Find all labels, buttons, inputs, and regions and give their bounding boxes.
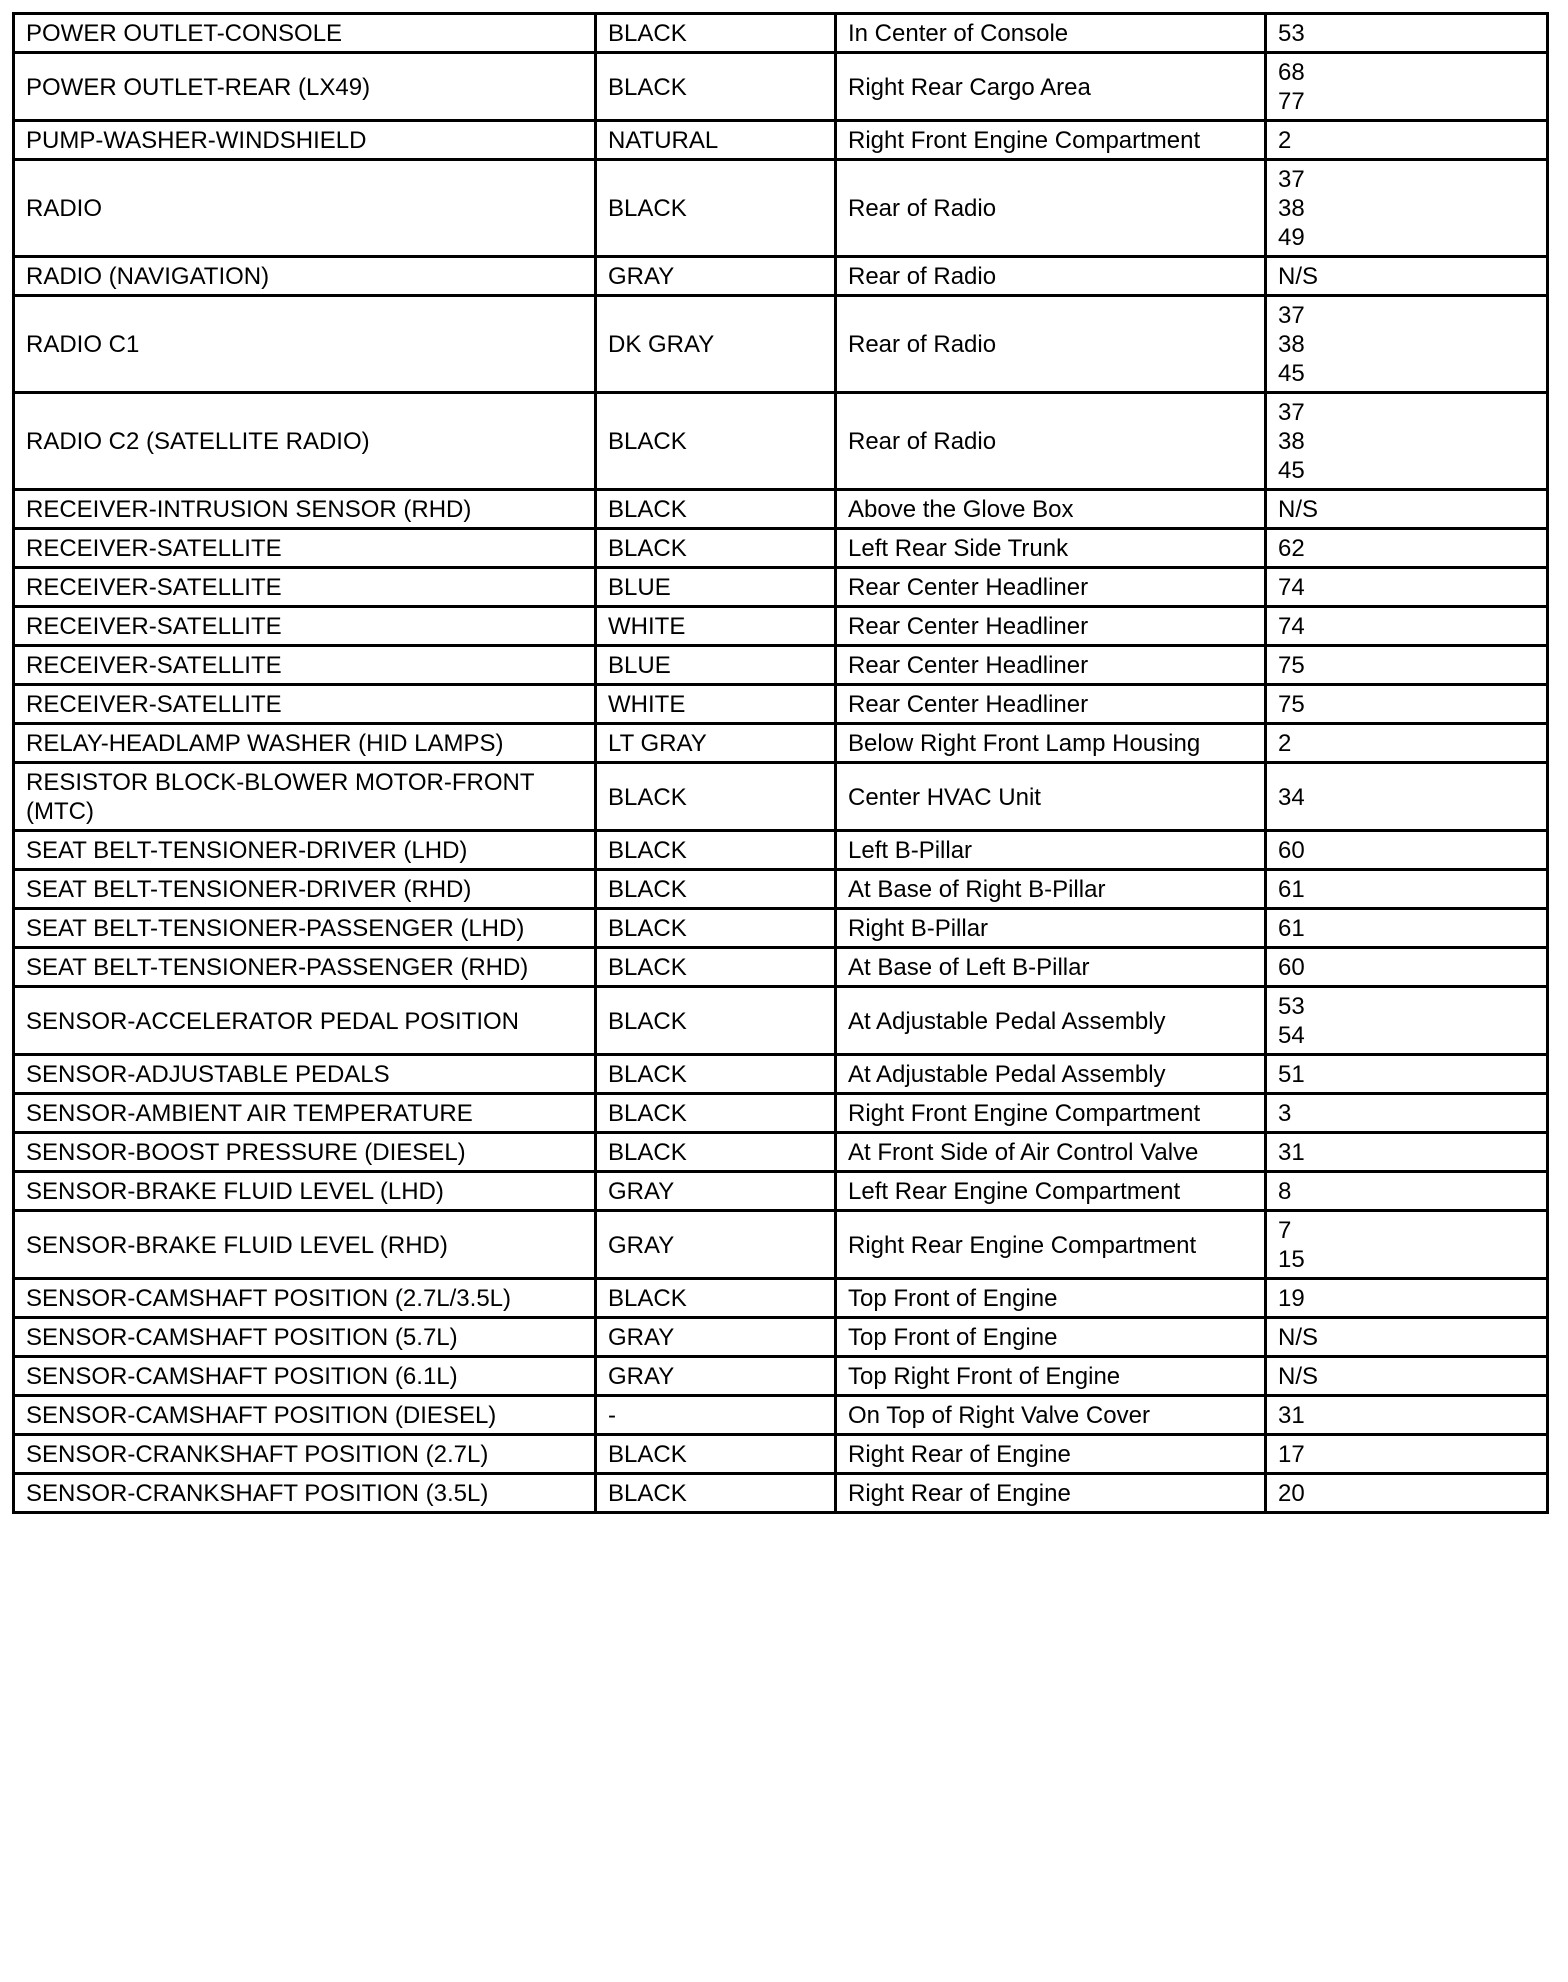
- component-cell: SENSOR-BRAKE FLUID LEVEL (LHD): [14, 1172, 596, 1211]
- location-cell: Right Front Engine Compartment: [836, 1094, 1266, 1133]
- location-cell: At Adjustable Pedal Assembly: [836, 1055, 1266, 1094]
- figure-number: 54: [1278, 1022, 1305, 1049]
- table-row: [14, 1357, 1548, 1396]
- location-cell: Rear Center Headliner: [836, 646, 1266, 685]
- location-cell: Rear Center Headliner: [836, 607, 1266, 646]
- connector-color-cell: BLACK: [596, 1435, 836, 1474]
- table-row: [14, 529, 1548, 568]
- figure-number: 75: [1278, 652, 1305, 679]
- connector-color-cell: BLACK: [596, 1474, 836, 1513]
- table-row: [14, 1396, 1548, 1435]
- component-cell: SENSOR-CAMSHAFT POSITION (DIESEL): [14, 1396, 596, 1435]
- component-cell: SENSOR-ADJUSTABLE PEDALS: [14, 1055, 596, 1094]
- component-cell: SENSOR-CAMSHAFT POSITION (6.1L): [14, 1357, 596, 1396]
- table-row: [14, 1279, 1548, 1318]
- table-row: [14, 987, 1548, 1055]
- table-row: [14, 1172, 1548, 1211]
- connector-color-cell: GRAY: [596, 1318, 836, 1357]
- figure-number: 61: [1278, 876, 1305, 903]
- figure-number: 37: [1278, 166, 1305, 193]
- figure-number: 20: [1278, 1480, 1305, 1507]
- table-row: [14, 257, 1548, 296]
- table-row: [14, 1133, 1548, 1172]
- component-cell: SENSOR-ACCELERATOR PEDAL POSITION: [14, 987, 596, 1055]
- figure-number: 60: [1278, 837, 1305, 864]
- figure-number-cell: [1266, 646, 1548, 685]
- component-cell: RESISTOR BLOCK-BLOWER MOTOR-FRONT (MTC): [14, 763, 596, 831]
- connector-color-cell: BLACK: [596, 490, 836, 529]
- connector-color-cell: BLACK: [596, 160, 836, 257]
- connector-color-cell: WHITE: [596, 607, 836, 646]
- figure-number: 74: [1278, 574, 1305, 601]
- location-cell: Top Front of Engine: [836, 1318, 1266, 1357]
- figure-number-cell: [1266, 1094, 1548, 1133]
- location-cell: Rear of Radio: [836, 393, 1266, 490]
- component-cell: SENSOR-BRAKE FLUID LEVEL (RHD): [14, 1211, 596, 1279]
- location-cell: Right Rear of Engine: [836, 1435, 1266, 1474]
- location-cell: Rear of Radio: [836, 160, 1266, 257]
- connector-color-cell: BLACK: [596, 1133, 836, 1172]
- location-cell: Rear Center Headliner: [836, 568, 1266, 607]
- figure-number-cell: [1266, 1279, 1548, 1318]
- figure-number-cell: [1266, 1172, 1548, 1211]
- location-cell: In Center of Console: [836, 14, 1266, 53]
- location-cell: At Base of Right B-Pillar: [836, 870, 1266, 909]
- connector-color-cell: BLACK: [596, 909, 836, 948]
- figure-number: 38: [1278, 331, 1305, 358]
- component-cell: RECEIVER-INTRUSION SENSOR (RHD): [14, 490, 596, 529]
- component-cell: RECEIVER-SATELLITE: [14, 529, 596, 568]
- connector-color-cell: GRAY: [596, 1357, 836, 1396]
- table-row: [14, 646, 1548, 685]
- figure-number-cell: [1266, 1318, 1548, 1357]
- figure-number: 37: [1278, 302, 1305, 329]
- figure-number-cell: [1266, 1055, 1548, 1094]
- figure-number: 2: [1278, 127, 1292, 154]
- location-cell: Rear of Radio: [836, 257, 1266, 296]
- figure-number: 49: [1278, 224, 1305, 251]
- table-row: [14, 831, 1548, 870]
- figure-number: 17: [1278, 1441, 1305, 1468]
- component-cell: SENSOR-CRANKSHAFT POSITION (2.7L): [14, 1435, 596, 1474]
- table-row: [14, 1435, 1548, 1474]
- table-row: [14, 909, 1548, 948]
- figure-number: 45: [1278, 360, 1305, 387]
- connector-location-table: [12, 12, 1549, 1514]
- connector-color-cell: BLUE: [596, 646, 836, 685]
- connector-color-cell: BLACK: [596, 529, 836, 568]
- table-row: [14, 1055, 1548, 1094]
- connector-color-cell: LT GRAY: [596, 724, 836, 763]
- figure-number-cell: [1266, 1357, 1548, 1396]
- figure-number: 53: [1278, 20, 1305, 47]
- figure-number: 38: [1278, 428, 1305, 455]
- table-row: [14, 490, 1548, 529]
- figure-number: 31: [1278, 1402, 1305, 1429]
- figure-number: N/S: [1278, 496, 1319, 523]
- table-row: [14, 870, 1548, 909]
- table-row: [14, 121, 1548, 160]
- figure-number: 8: [1278, 1178, 1292, 1205]
- figure-number: 2: [1278, 730, 1292, 757]
- connector-color-cell: BLACK: [596, 831, 836, 870]
- table-row: [14, 393, 1548, 490]
- figure-number: N/S: [1278, 263, 1319, 290]
- figure-number-cell: [1266, 763, 1548, 831]
- figure-number-cell: [1266, 1133, 1548, 1172]
- figure-number: 37: [1278, 399, 1305, 426]
- figure-number: 77: [1278, 88, 1305, 115]
- figure-number: 3: [1278, 1100, 1292, 1127]
- location-cell: Above the Glove Box: [836, 490, 1266, 529]
- component-cell: SENSOR-BOOST PRESSURE (DIESEL): [14, 1133, 596, 1172]
- location-cell: Right B-Pillar: [836, 909, 1266, 948]
- table-row: [14, 296, 1548, 393]
- table-row: [14, 160, 1548, 257]
- figure-number-cell: [1266, 121, 1548, 160]
- connector-color-cell: GRAY: [596, 1172, 836, 1211]
- figure-number-cell: [1266, 685, 1548, 724]
- location-cell: On Top of Right Valve Cover: [836, 1396, 1266, 1435]
- figure-number-cell: [1266, 948, 1548, 987]
- location-cell: Right Rear Engine Compartment: [836, 1211, 1266, 1279]
- figure-number-cell: [1266, 568, 1548, 607]
- figure-number: 51: [1278, 1061, 1305, 1088]
- figure-number-cell: [1266, 296, 1548, 393]
- figure-number: 45: [1278, 457, 1305, 484]
- location-cell: At Front Side of Air Control Valve: [836, 1133, 1266, 1172]
- figure-number-cell: [1266, 529, 1548, 568]
- table-row: [14, 724, 1548, 763]
- component-cell: SEAT BELT-TENSIONER-DRIVER (LHD): [14, 831, 596, 870]
- connector-location-table-wrapper: [12, 12, 1549, 1514]
- figure-number-cell: [1266, 14, 1548, 53]
- figure-number: N/S: [1278, 1324, 1319, 1351]
- figure-number-cell: [1266, 160, 1548, 257]
- table-row: [14, 1094, 1548, 1133]
- table-row: [14, 1211, 1548, 1279]
- connector-color-cell: BLACK: [596, 870, 836, 909]
- component-cell: SEAT BELT-TENSIONER-DRIVER (RHD): [14, 870, 596, 909]
- component-cell: RADIO C1: [14, 296, 596, 393]
- figure-number: 53: [1278, 993, 1305, 1020]
- location-cell: Top Front of Engine: [836, 1279, 1266, 1318]
- location-cell: Right Front Engine Compartment: [836, 121, 1266, 160]
- figure-number-cell: [1266, 607, 1548, 646]
- component-cell: POWER OUTLET-CONSOLE: [14, 14, 596, 53]
- connector-color-cell: BLUE: [596, 568, 836, 607]
- figure-number-cell: [1266, 1435, 1548, 1474]
- table-body: [14, 14, 1548, 1513]
- connector-color-cell: BLACK: [596, 393, 836, 490]
- location-cell: Left Rear Side Trunk: [836, 529, 1266, 568]
- figure-number: N/S: [1278, 1363, 1319, 1390]
- component-cell: RADIO: [14, 160, 596, 257]
- figure-number: 19: [1278, 1285, 1305, 1312]
- connector-color-cell: GRAY: [596, 1211, 836, 1279]
- component-cell: POWER OUTLET-REAR (LX49): [14, 53, 596, 121]
- component-cell: RADIO C2 (SATELLITE RADIO): [14, 393, 596, 490]
- location-cell: Right Rear Cargo Area: [836, 53, 1266, 121]
- component-cell: SENSOR-CRANKSHAFT POSITION (3.5L): [14, 1474, 596, 1513]
- component-cell: RADIO (NAVIGATION): [14, 257, 596, 296]
- figure-number-cell: [1266, 53, 1548, 121]
- table-row: [14, 685, 1548, 724]
- component-cell: SEAT BELT-TENSIONER-PASSENGER (LHD): [14, 909, 596, 948]
- location-cell: Right Rear of Engine: [836, 1474, 1266, 1513]
- component-cell: SENSOR-AMBIENT AIR TEMPERATURE: [14, 1094, 596, 1133]
- table-row: [14, 1474, 1548, 1513]
- connector-color-cell: BLACK: [596, 763, 836, 831]
- figure-number: 68: [1278, 59, 1305, 86]
- figure-number: 34: [1278, 783, 1305, 811]
- figure-number-cell: [1266, 1474, 1548, 1513]
- component-cell: RELAY-HEADLAMP WASHER (HID LAMPS): [14, 724, 596, 763]
- connector-color-cell: WHITE: [596, 685, 836, 724]
- table-row: [14, 948, 1548, 987]
- figure-number: 31: [1278, 1139, 1305, 1166]
- table-row: [14, 763, 1548, 831]
- figure-number-cell: [1266, 831, 1548, 870]
- connector-color-cell: BLACK: [596, 53, 836, 121]
- location-cell: Center HVAC Unit: [836, 763, 1266, 831]
- location-cell: At Adjustable Pedal Assembly: [836, 987, 1266, 1055]
- figure-number-cell: [1266, 1211, 1548, 1279]
- component-cell: RECEIVER-SATELLITE: [14, 568, 596, 607]
- component-cell: PUMP-WASHER-WINDSHIELD: [14, 121, 596, 160]
- location-cell: Top Right Front of Engine: [836, 1357, 1266, 1396]
- table-row: [14, 53, 1548, 121]
- figure-number: 7: [1278, 1217, 1292, 1244]
- connector-color-cell: BLACK: [596, 14, 836, 53]
- component-cell: RECEIVER-SATELLITE: [14, 685, 596, 724]
- component-cell: SENSOR-CAMSHAFT POSITION (5.7L): [14, 1318, 596, 1357]
- component-cell: RECEIVER-SATELLITE: [14, 607, 596, 646]
- figure-number-cell: [1266, 490, 1548, 529]
- figure-number-cell: [1266, 870, 1548, 909]
- table-row: [14, 568, 1548, 607]
- location-cell: Rear Center Headliner: [836, 685, 1266, 724]
- component-cell: RECEIVER-SATELLITE: [14, 646, 596, 685]
- connector-color-cell: BLACK: [596, 948, 836, 987]
- connector-color-cell: GRAY: [596, 257, 836, 296]
- connector-color-cell: NATURAL: [596, 121, 836, 160]
- figure-number-cell: [1266, 724, 1548, 763]
- figure-number-cell: [1266, 257, 1548, 296]
- connector-color-cell: BLACK: [596, 1055, 836, 1094]
- figure-number: 75: [1278, 691, 1305, 718]
- figure-number: 15: [1278, 1246, 1305, 1273]
- component-cell: SENSOR-CAMSHAFT POSITION (2.7L/3.5L): [14, 1279, 596, 1318]
- figure-number: 60: [1278, 954, 1305, 981]
- table-row: [14, 1318, 1548, 1357]
- location-cell: Left Rear Engine Compartment: [836, 1172, 1266, 1211]
- component-cell: SEAT BELT-TENSIONER-PASSENGER (RHD): [14, 948, 596, 987]
- figure-number: 62: [1278, 535, 1305, 562]
- figure-number-cell: [1266, 1396, 1548, 1435]
- location-cell: At Base of Left B-Pillar: [836, 948, 1266, 987]
- figure-number: 61: [1278, 915, 1305, 942]
- connector-color-cell: BLACK: [596, 1094, 836, 1133]
- figure-number: 74: [1278, 613, 1305, 640]
- figure-number-cell: [1266, 909, 1548, 948]
- table-row: [14, 607, 1548, 646]
- location-cell: Left B-Pillar: [836, 831, 1266, 870]
- connector-color-cell: DK GRAY: [596, 296, 836, 393]
- figure-number: 38: [1278, 195, 1305, 222]
- figure-number-cell: [1266, 393, 1548, 490]
- connector-color-cell: BLACK: [596, 1279, 836, 1318]
- connector-color-cell: BLACK: [596, 987, 836, 1055]
- connector-color-cell: -: [596, 1396, 836, 1435]
- figure-number-cell: [1266, 987, 1548, 1055]
- location-cell: Below Right Front Lamp Housing: [836, 724, 1266, 763]
- table-row: [14, 14, 1548, 53]
- location-cell: Rear of Radio: [836, 296, 1266, 393]
